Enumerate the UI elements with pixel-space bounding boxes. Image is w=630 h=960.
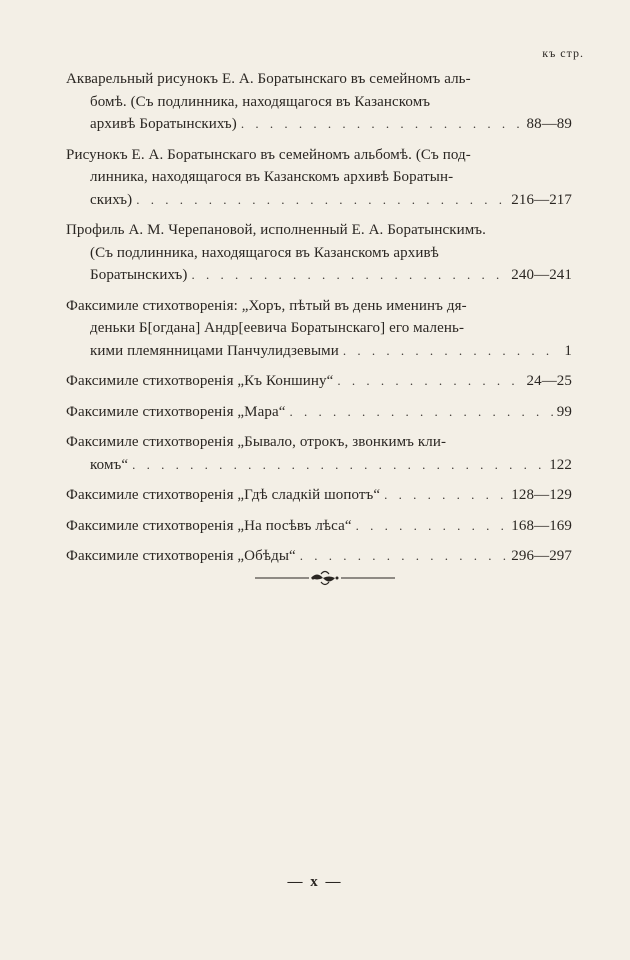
list-item <box>66 295 572 363</box>
illustrations-list <box>66 68 572 576</box>
entry-title-text: деньки Б[огдана] Андр[еевича Боратынскаго] его малень- <box>90 320 465 336</box>
entry-title-text: Факсимиле стихотворенія „Обѣды“ <box>66 548 296 564</box>
dot-leader <box>192 264 508 287</box>
page-reference: 240—241 <box>511 267 572 283</box>
list-item <box>66 515 572 538</box>
entry-line <box>66 144 572 167</box>
page-column-header: къ стр. <box>542 46 584 60</box>
page-reference: 128—129 <box>511 487 572 503</box>
dot-leader <box>343 340 561 363</box>
page-reference: 296—297 <box>511 548 572 564</box>
entry-last-line <box>66 113 572 136</box>
list-item <box>66 219 572 287</box>
entry-title-text: архивѣ Боратынскихъ) <box>90 116 237 132</box>
entry-title-text: Факсимиле стихотворенія „Къ Коншину“ <box>66 373 334 389</box>
page-reference: 1 <box>564 342 572 359</box>
entry-title-text: Факсимиле стихотворенія „Бывало, отрокъ, звонкимъ кли- <box>66 434 447 450</box>
entry-title-text: кими племянницами Панчулидзевыми <box>90 342 339 359</box>
entry-title-text: Факсимиле стихотворенія: „Хоръ, пѣтый въ день именинъ дя- <box>66 297 467 314</box>
page-reference: 99 <box>556 403 572 420</box>
entry-line <box>66 166 572 189</box>
entry-title-text: Рисунокъ Е. А. Боратынскаго въ семейномъ альбомѣ. (Съ под- <box>66 146 471 163</box>
entry-last-line <box>66 545 572 568</box>
entry-title-text: Боратынскихъ) <box>90 267 188 283</box>
entry-title-text: Факсимиле стихотворенія „Гдѣ сладкій шопотъ“ <box>66 487 381 503</box>
entry-line <box>66 219 572 242</box>
entry-title-text: Факсимиле стихотворенія „Мара“ <box>66 403 286 420</box>
page-reference: 122 <box>549 456 572 473</box>
dot-leader <box>337 370 522 393</box>
entry-title-text: бомѣ. (Съ подлинника, находящагося въ Казанскомъ <box>90 93 431 110</box>
entry-last-line <box>66 515 572 538</box>
entry-last-line <box>66 189 572 212</box>
entry-last-line <box>66 401 572 424</box>
list-item <box>66 144 572 212</box>
page-reference: 216—217 <box>511 191 572 208</box>
page-reference: 88—89 <box>526 116 572 132</box>
ornament-divider <box>255 566 395 590</box>
entry-title-text: скихъ) <box>90 191 133 208</box>
page-reference: 168—169 <box>511 517 572 534</box>
list-item <box>66 431 572 476</box>
list-item <box>66 370 572 393</box>
entry-title-text: комъ“ <box>90 456 129 473</box>
dot-leader <box>300 545 508 568</box>
entry-title-text: Профиль А. М. Черепановой, исполненный Е. А. Боратынскимъ. <box>66 222 487 238</box>
entry-last-line <box>66 264 572 287</box>
dot-leader <box>290 401 553 424</box>
entry-title-text: Акварельный рисунокъ Е. А. Боратынскаго въ семейномъ аль- <box>66 71 471 87</box>
entry-last-line <box>66 484 572 507</box>
entry-title-text: линника, находящагося въ Казанскомъ архивѣ Боратын- <box>90 169 454 185</box>
dot-leader <box>132 454 545 477</box>
dot-leader <box>241 113 523 136</box>
list-item <box>66 484 572 507</box>
dot-leader <box>136 189 507 212</box>
entry-last-line <box>66 340 572 363</box>
entry-last-line <box>66 370 572 393</box>
page-number: — x — <box>287 874 343 890</box>
entry-line <box>66 242 572 265</box>
entry-line <box>66 431 572 454</box>
list-item <box>66 401 572 424</box>
entry-title-text: Факсимиле стихотворенія „На посѣвъ лѣса“ <box>66 517 352 534</box>
list-item <box>66 545 572 568</box>
entry-title-text: (Съ подлинника, находящагося въ Казанскомъ архивѣ <box>90 244 439 261</box>
dot-leader <box>384 484 507 507</box>
entry-line <box>66 317 572 340</box>
entry-last-line <box>66 454 572 477</box>
dot-leader <box>356 515 508 538</box>
entry-line <box>66 295 572 318</box>
entry-line <box>66 68 572 91</box>
entry-line <box>66 91 572 114</box>
page-reference: 24—25 <box>526 373 572 389</box>
list-item <box>66 68 572 136</box>
